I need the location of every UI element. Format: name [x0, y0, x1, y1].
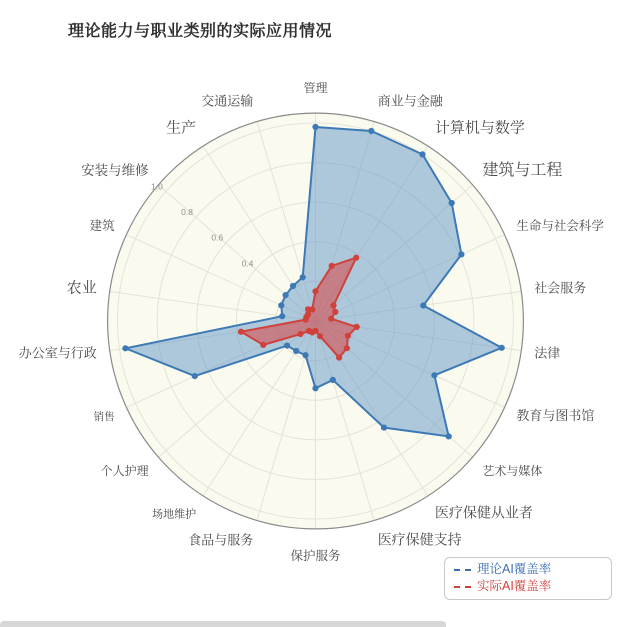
data-point-marker	[312, 385, 318, 391]
category-label: 销售	[93, 411, 115, 424]
data-point-marker	[317, 333, 323, 339]
category-label: 保护服务	[290, 548, 341, 563]
data-point-marker	[260, 342, 266, 348]
category-label: 社会服务	[534, 280, 587, 296]
category-label: 建筑	[89, 218, 115, 233]
data-point-marker	[419, 151, 425, 157]
data-point-marker	[458, 251, 464, 257]
page-title: 理论能力与职业类别的实际应用情况	[68, 23, 333, 40]
data-point-marker	[381, 425, 387, 431]
dashed-line-icon	[454, 569, 471, 571]
category-label: 办公室与行政	[18, 345, 97, 361]
category-label: 个人护理	[100, 463, 149, 478]
data-point-marker	[336, 355, 342, 361]
data-point-marker	[312, 124, 318, 130]
radial-tick-label: 0.8	[181, 207, 194, 218]
data-point-marker	[446, 433, 452, 439]
category-label: 教育与图书馆	[516, 408, 595, 424]
radial-tick-label: 0.6	[211, 232, 224, 243]
category-label: 医疗保健支持	[377, 531, 462, 548]
legend-label: 实际AI覆盖率	[477, 579, 552, 593]
data-point-marker	[449, 200, 455, 206]
data-point-marker	[122, 345, 128, 351]
category-label: 管理	[303, 81, 328, 96]
data-point-marker	[353, 255, 359, 261]
category-label: 生产	[166, 119, 197, 137]
legend-item-theoretical	[454, 561, 602, 578]
data-point-marker	[279, 313, 285, 319]
category-label: 食品与服务	[188, 532, 254, 548]
data-point-marker	[278, 302, 284, 308]
category-label: 交通运输	[201, 93, 254, 109]
data-point-marker	[328, 316, 334, 322]
data-point-marker	[192, 373, 198, 379]
data-point-marker	[297, 331, 303, 337]
category-label: 计算机与数学	[434, 119, 525, 137]
data-point-marker	[329, 263, 335, 269]
category-label: 生命与社会科学	[516, 218, 604, 233]
legend-item-actual	[454, 578, 602, 595]
category-label: 建筑与工程	[482, 162, 563, 180]
dashed-line-icon	[454, 586, 471, 588]
data-point-marker	[344, 345, 350, 351]
data-point-marker	[238, 329, 244, 335]
data-point-marker	[302, 352, 308, 358]
category-label: 艺术与媒体	[482, 463, 543, 478]
data-point-marker	[312, 288, 318, 294]
data-point-marker	[293, 348, 299, 354]
category-label: 法律	[534, 345, 561, 361]
legend	[444, 557, 612, 600]
category-label: 农业	[66, 279, 97, 297]
data-point-marker	[420, 302, 426, 308]
data-point-marker	[345, 333, 351, 339]
category-label: 医疗保健从业者	[434, 504, 533, 521]
category-label: 安装与维修	[81, 163, 149, 179]
data-point-marker	[300, 274, 306, 280]
data-point-marker	[330, 302, 336, 308]
data-point-marker	[431, 372, 437, 378]
data-point-marker	[330, 377, 336, 383]
data-point-marker	[306, 328, 312, 334]
data-point-marker	[354, 324, 360, 330]
bottom-window-edge	[0, 621, 446, 627]
legend-label: 理论AI覆盖率	[477, 562, 552, 576]
data-point-marker	[332, 309, 338, 315]
data-point-marker	[309, 307, 315, 313]
category-label: 商业与金融	[377, 93, 443, 109]
data-point-marker	[499, 345, 505, 351]
data-point-marker	[290, 283, 296, 289]
category-label: 场地维护	[152, 508, 197, 521]
radial-tick-label: 0.4	[241, 258, 254, 269]
data-point-marker	[284, 343, 290, 349]
data-point-marker	[283, 292, 289, 298]
data-point-marker	[368, 128, 374, 134]
radial-tick-label: 1.0	[150, 181, 163, 192]
